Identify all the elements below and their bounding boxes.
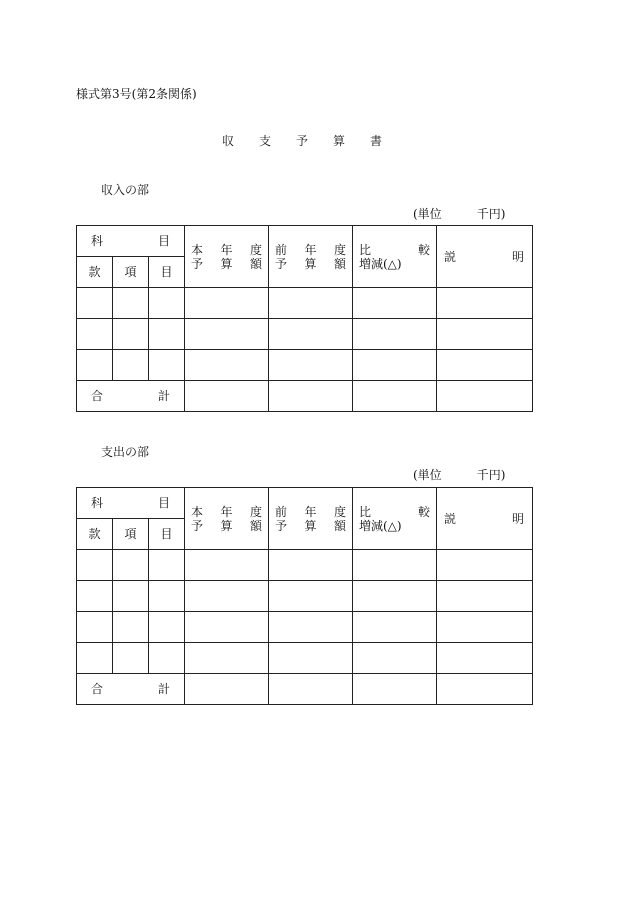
explanation-header: 説 明: [437, 226, 533, 288]
previous-budget-header: 前 年 度 予 算 額: [269, 226, 353, 288]
table-row: [77, 550, 533, 581]
table-row: [77, 288, 533, 319]
income-unit-note: (単位 千円): [413, 207, 506, 221]
kan-header: 款: [77, 519, 113, 550]
expenditure-section-label: 支出の部: [101, 445, 150, 459]
total-label: 合 計: [77, 381, 185, 412]
table-row: [77, 350, 533, 381]
table-row: [77, 643, 533, 674]
comparison-header: 比 較 増減(△): [353, 488, 437, 550]
moku-header: 目: [149, 257, 185, 288]
income-table: [76, 225, 533, 412]
total-row: [77, 381, 533, 412]
title-char: 収: [222, 134, 235, 148]
total-label: 合 計: [77, 674, 185, 705]
kou-header: 項: [113, 257, 149, 288]
explanation-header: 説 明: [437, 488, 533, 550]
expenditure-table: [76, 487, 533, 705]
total-row: [77, 674, 533, 705]
subject-header: 科 目: [77, 488, 185, 519]
title-char: 予: [296, 134, 309, 148]
current-budget-header: 本 年 度 予 算 額: [185, 488, 269, 550]
title-char: 支: [259, 134, 272, 148]
table-row: [77, 612, 533, 643]
kou-header: 項: [113, 519, 149, 550]
title-char: 算: [333, 134, 346, 148]
expenditure-unit-note: (単位 千円): [413, 468, 506, 482]
current-budget-header: 本 年 度 予 算 額: [185, 226, 269, 288]
kan-header: 款: [77, 257, 113, 288]
document-title: [222, 134, 407, 148]
previous-budget-header: 前 年 度 予 算 額: [269, 488, 353, 550]
moku-header: 目: [149, 519, 185, 550]
table-row: [77, 319, 533, 350]
form-number: 様式第3号(第2条関係): [76, 87, 197, 101]
title-char: 書: [370, 134, 383, 148]
table-row: [77, 581, 533, 612]
subject-header: 科 目: [77, 226, 185, 257]
income-section-label: 収入の部: [101, 183, 150, 197]
comparison-header: 比 較 増減(△): [353, 226, 437, 288]
